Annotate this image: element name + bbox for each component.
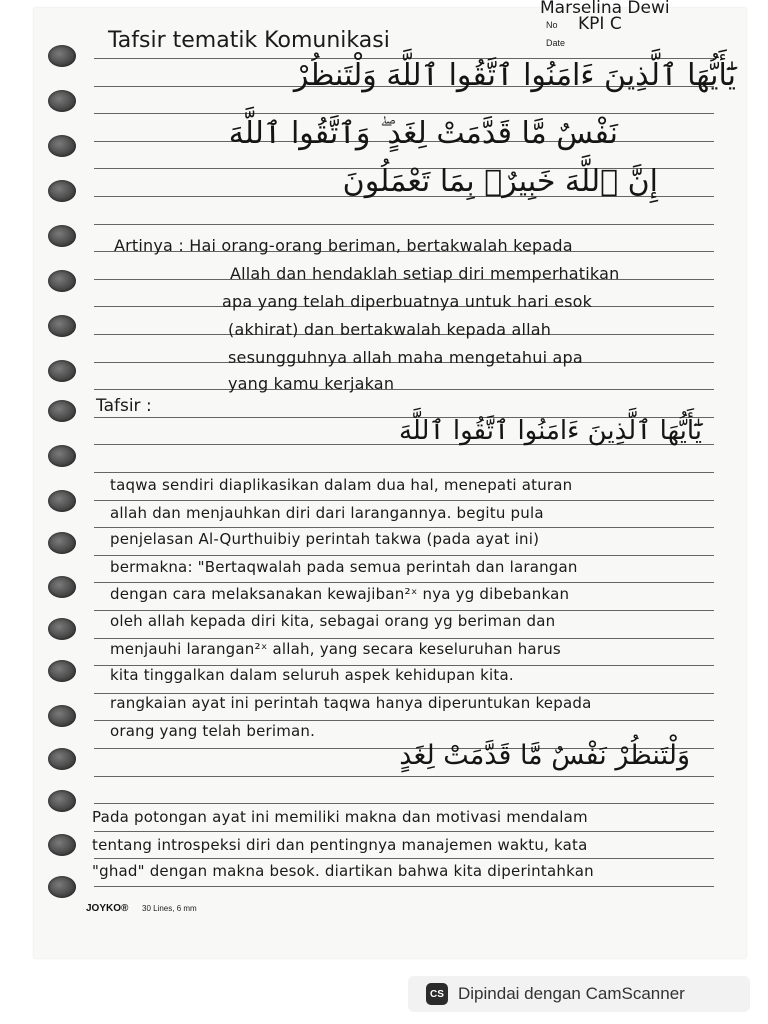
binder-hole xyxy=(48,315,76,337)
ruled-line xyxy=(94,858,714,859)
ruled-line xyxy=(94,224,714,225)
tafsir-line: rangkaian ayat ini perintah taqwa hanya diperuntukan kepada xyxy=(110,694,592,712)
artinya-line-3: apa yang telah diperbuatnya untuk hari esok xyxy=(222,292,593,311)
camscanner-icon: CS xyxy=(426,983,448,1005)
tafsir-line: menjauhi larangan²ˣ allah, yang secara keseluruhan harus xyxy=(110,640,561,658)
binder-hole xyxy=(48,618,76,640)
binder-hole xyxy=(48,445,76,467)
ruled-line xyxy=(94,886,714,887)
binder-hole xyxy=(48,45,76,67)
artinya-line-2: Allah dan hendaklah setiap diri memperhatikan xyxy=(230,264,620,283)
binder-hole xyxy=(48,360,76,382)
artinya-line-6: yang kamu kerjakan xyxy=(228,374,395,393)
binder-hole xyxy=(48,135,76,157)
no-label: No xyxy=(546,20,558,30)
closing-line: Pada potongan ayat ini memiliki makna dan motivasi mendalam xyxy=(92,808,588,826)
binder-hole xyxy=(48,225,76,247)
notebook-brand: JOYKO® xyxy=(86,903,129,914)
artinya-line-1: Artinya : Hai orang-orang beriman, bertakwalah kepada xyxy=(114,236,573,255)
ruled-line xyxy=(94,776,714,777)
binder-hole xyxy=(48,90,76,112)
closing-line: tentang introspeksi diri dan pentingnya manajemen waktu, kata xyxy=(92,836,588,854)
ruled-line xyxy=(94,638,714,639)
tafsir-line: kita tinggalkan dalam seluruh aspek kehidupan kita. xyxy=(110,666,514,684)
ruled-line xyxy=(94,582,714,583)
ruled-line xyxy=(94,831,714,832)
ruled-line xyxy=(94,472,714,473)
tafsir-line: bermakna: "Bertaqwalah pada semua perintah dan larangan xyxy=(110,558,578,576)
binder-hole xyxy=(48,660,76,682)
tafsir-line: penjelasan Al-Qurthuibiy perintah takwa (pada ayat ini) xyxy=(110,530,540,548)
binder-hole xyxy=(48,180,76,202)
tafsir-line: taqwa sendiri diaplikasikan dalam dua hal, menepati aturan xyxy=(110,476,573,494)
tafsir-line: oleh allah kepada diri kita, sebagai orang yg beriman dan xyxy=(110,612,556,630)
second-verse: وَلْتَنظُرْ نَفْسٌ مَّا قَدَّمَتْ لِغَدٍ xyxy=(399,740,690,771)
binder-hole xyxy=(48,270,76,292)
tafsir-line: allah dan menjauhkan diri dari larangannya. begitu pula xyxy=(110,504,544,522)
binder-hole xyxy=(48,748,76,770)
verse-line-1: يَٰٓأَيُّهَا ٱلَّذِينَ ءَامَنُوا ٱتَّقُوا ٱللَّهَ وَلْتَنظُرْ xyxy=(293,58,736,93)
artinya-line-5: sesungguhnya allah maha mengetahui apa xyxy=(228,348,583,367)
verse-line-2: نَفْسٌ مَّا قَدَّمَتْ لِغَدٍ ۖ وَٱتَّقُوا ٱللَّهَ xyxy=(228,116,618,151)
ruled-line xyxy=(94,113,714,114)
ruled-line xyxy=(94,389,714,390)
ruled-line xyxy=(94,500,714,501)
closing-line: "ghad" dengan makna besok. diartikan bahwa kita diperintahkan xyxy=(92,862,594,880)
tafsir-line: dengan cara melaksanakan kewajiban²ˣ nya yg dibebankan xyxy=(110,585,570,603)
binder-hole xyxy=(48,400,76,422)
tafsir-verse: يَٰٓأَيُّهَا ٱلَّذِينَ ءَامَنُوا ٱتَّقُوا ٱللَّهَ xyxy=(398,416,702,446)
binder-holes xyxy=(48,0,80,900)
notebook-spec: 30 Lines, 6 mm xyxy=(142,904,197,913)
date-label: Date xyxy=(546,38,566,48)
ruled-line xyxy=(94,803,714,804)
binder-hole xyxy=(48,790,76,812)
binder-hole xyxy=(48,834,76,856)
binder-hole xyxy=(48,532,76,554)
binder-hole xyxy=(48,705,76,727)
verse-line-3: إِنَّ ٱللَّهَ خَبِيرٌۢ بِمَا تَعْمَلُونَ xyxy=(342,164,658,199)
ruled-line xyxy=(94,555,714,556)
ruled-line xyxy=(94,527,714,528)
page-title: Tafsir tematik Komunikasi xyxy=(108,28,390,53)
student-name: Marselina Dewi xyxy=(540,0,670,18)
binder-hole xyxy=(48,576,76,598)
binder-hole xyxy=(48,490,76,512)
artinya-line-4: (akhirat) dan bertakwalah kepada allah xyxy=(228,320,552,339)
ruled-line xyxy=(94,610,714,611)
tafsir-line: orang yang telah beriman. xyxy=(110,722,316,740)
binder-hole xyxy=(48,876,76,898)
tafsir-label: Tafsir : xyxy=(96,396,152,416)
camscanner-text: Dipindai dengan CamScanner xyxy=(458,984,685,1003)
camscanner-watermark xyxy=(408,976,750,1012)
class-value: KPI C xyxy=(578,14,622,34)
